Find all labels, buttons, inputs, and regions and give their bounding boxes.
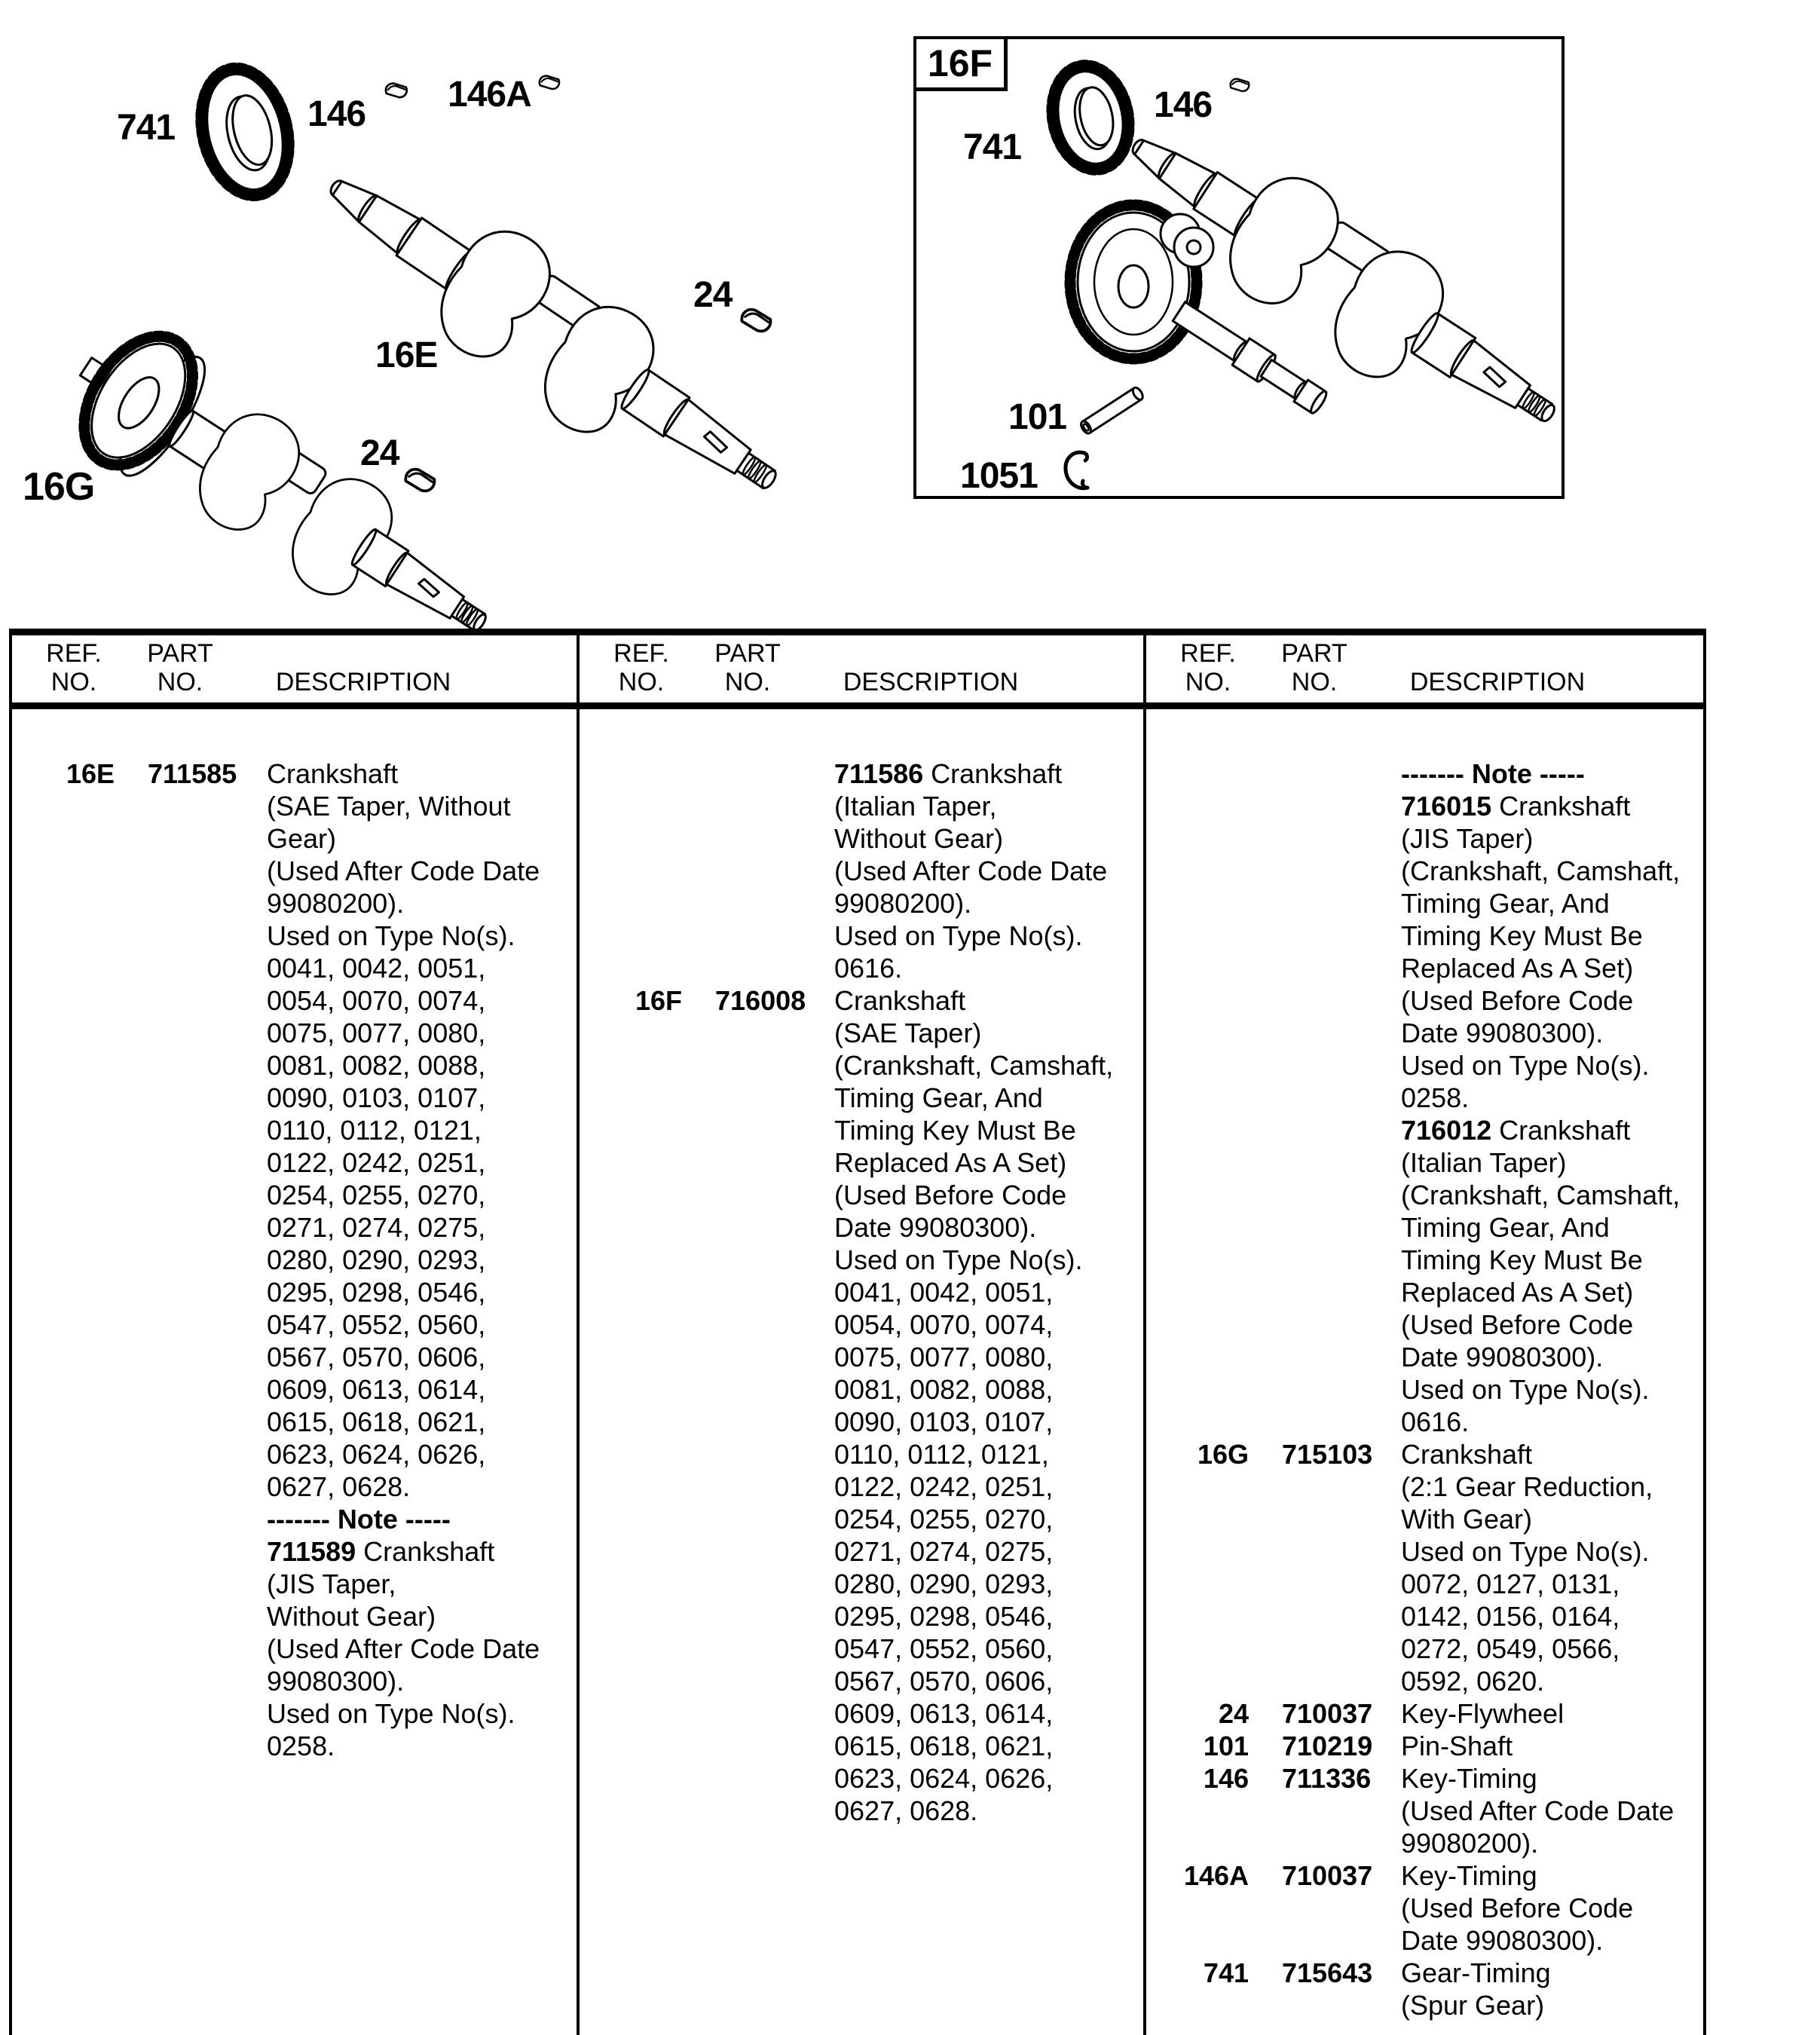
table-row: (Used After Code Date: [834, 855, 1108, 886]
table-top-rule: [9, 629, 1706, 635]
header-part-no: PART NO.: [1281, 639, 1347, 696]
diagram-16f-box: [913, 36, 1565, 499]
table-row: ------- Note -----: [267, 1504, 451, 1535]
table-row: (Italian Taper): [1401, 1147, 1567, 1178]
table-row: 0623, 0624, 0626,: [267, 1439, 486, 1470]
table-row: 0054, 0070, 0074,: [834, 1309, 1054, 1340]
table-row: 716012 Crankshaft: [1401, 1115, 1631, 1146]
table-row: (Used After Code Date: [267, 1633, 540, 1664]
callout-146: 146: [1154, 85, 1213, 125]
table-row: 0615, 0618, 0621,: [267, 1406, 486, 1437]
table-row: 0075, 0077, 0080,: [834, 1342, 1054, 1372]
table-row: ------- Note -----: [1401, 758, 1585, 789]
table-row: 0142, 0156, 0164,: [1401, 1601, 1620, 1632]
table-row: 0271, 0274, 0275,: [267, 1212, 486, 1243]
table-row: (Used After Code Date: [1401, 1795, 1675, 1826]
callout-101: 101: [1008, 397, 1067, 437]
table-row: (Crankshaft, Camshaft,: [1401, 855, 1681, 886]
table-row: Without Gear): [267, 1601, 436, 1632]
table-row: 0258.: [1401, 1082, 1470, 1113]
callout-24-upper: 24: [693, 275, 733, 315]
table-row: 716015 Crankshaft: [1401, 791, 1631, 822]
table-row: 0295, 0298, 0546,: [834, 1601, 1054, 1632]
timing-gear-741-drawing: [1043, 58, 1139, 177]
pin-icon: [1079, 386, 1145, 435]
table-row: Used on Type No(s).: [1401, 1536, 1650, 1567]
table-row: 0072, 0127, 0131,: [1401, 1568, 1620, 1599]
table-row: 16E 711585 Crankshaft: [66, 758, 399, 789]
table-row: 711589 Crankshaft: [267, 1536, 495, 1567]
table-row: 99080200).: [1401, 1828, 1539, 1859]
table-row: 0609, 0613, 0614,: [267, 1374, 486, 1405]
key-icon: [1230, 77, 1250, 93]
timing-gear-741-drawing: [188, 59, 301, 205]
table-row: Date 99080300).: [834, 1212, 1037, 1243]
table-row: (Spur Gear): [1401, 1990, 1545, 2021]
table-row: (Used After Code Date: [267, 855, 540, 886]
table-row: Timing Key Must Be: [834, 1115, 1076, 1146]
table-row: 0280, 0290, 0293,: [834, 1568, 1054, 1599]
crankshaft-16g-drawing: [47, 308, 522, 684]
table-row: With Gear): [1401, 1504, 1533, 1535]
table-row: Used on Type No(s).: [1401, 1050, 1650, 1081]
header-description: DESCRIPTION: [1409, 668, 1586, 696]
table-row: 101 710219 Pin-Shaft: [1203, 1731, 1513, 1761]
table-row: 0254, 0255, 0270,: [834, 1504, 1054, 1535]
table-row: (Used Before Code: [834, 1180, 1067, 1210]
table-row: Without Gear): [834, 823, 1004, 854]
header-part-no: PART NO.: [147, 639, 213, 696]
header-ref-no: REF. NO.: [1180, 639, 1236, 696]
table-column-2: [578, 757, 1142, 1827]
header-ref-no: REF. NO.: [613, 639, 669, 696]
table-row: 146 711336 Key-Timing: [1203, 1763, 1537, 1794]
table-row: 0081, 0082, 0088,: [834, 1374, 1054, 1405]
table-row: 0271, 0274, 0275,: [834, 1536, 1054, 1567]
table-row: Used on Type No(s).: [834, 920, 1083, 951]
table-column-1: [11, 757, 575, 1762]
table-row: Replaced As A Set): [1401, 953, 1634, 984]
table-row: (Italian Taper,: [834, 791, 997, 822]
callout-146: 146: [307, 94, 366, 134]
table-row: (JIS Taper,: [267, 1568, 396, 1599]
table-row: 0122, 0242, 0251,: [834, 1471, 1054, 1502]
table-row: 741 715643 Gear-Timing: [1203, 1957, 1551, 1988]
callout-24-lower: 24: [360, 433, 399, 473]
table-row: 146A 710037 Key-Timing: [1183, 1860, 1537, 1891]
table-row: 16F 716008 Crankshaft: [635, 985, 966, 1016]
table-row: Used on Type No(s).: [267, 920, 515, 951]
table-row: 0272, 0549, 0566,: [1401, 1633, 1620, 1664]
table-row: (Used Before Code: [1401, 1893, 1634, 1923]
table-row: Gear): [267, 823, 337, 854]
table-row: 24 710037 Key-Flywheel: [1218, 1698, 1565, 1729]
key-icon: [405, 468, 436, 491]
header-ref-no: REF. NO.: [46, 639, 102, 696]
table-row: (Crankshaft, Camshaft,: [834, 1050, 1114, 1081]
header-description: DESCRIPTION: [843, 668, 1019, 696]
table-row: Used on Type No(s).: [267, 1698, 515, 1729]
table-row: 0122, 0242, 0251,: [267, 1147, 486, 1178]
table-row: 0258.: [267, 1731, 335, 1761]
callout-16g: 16G: [23, 465, 95, 509]
table-row: Used on Type No(s).: [1401, 1374, 1650, 1405]
table-row: Used on Type No(s).: [834, 1244, 1083, 1275]
table-row: Timing Gear, And: [1401, 888, 1610, 919]
callout-741: 741: [117, 108, 176, 148]
table-row: Replaced As A Set): [1401, 1277, 1634, 1308]
table-row: 0041, 0042, 0051,: [267, 953, 486, 984]
callout-16e: 16E: [375, 335, 438, 375]
table-row: 99080300).: [267, 1666, 405, 1697]
table-row: Date 99080300).: [1401, 1017, 1604, 1048]
table-header-rule: [9, 702, 1706, 709]
table-row: (SAE Taper, Without: [267, 791, 511, 822]
table-row: 0295, 0298, 0546,: [267, 1277, 486, 1308]
table-row: 0547, 0552, 0560,: [834, 1633, 1054, 1664]
table-row: 16G 715103 Crankshaft: [1197, 1439, 1533, 1470]
key-icon: [539, 74, 560, 90]
table-row: 0567, 0570, 0606,: [834, 1666, 1054, 1697]
diagram-16f-box-label: 16F: [916, 39, 1008, 91]
key-icon: [741, 308, 772, 332]
table-row: 0090, 0103, 0107,: [267, 1082, 486, 1113]
table-row: 0627, 0628.: [834, 1795, 978, 1826]
crankshaft-16e-drawing: [294, 131, 809, 540]
table-row: Timing Key Must Be: [1401, 1244, 1643, 1275]
table-row: 99080200).: [834, 888, 972, 919]
table-row: 99080200).: [267, 888, 405, 919]
table-row: Timing Gear, And: [1401, 1212, 1610, 1243]
table-row: (SAE Taper): [834, 1017, 982, 1048]
table-row: 0623, 0624, 0626,: [834, 1763, 1054, 1794]
table-row: 0081, 0082, 0088,: [267, 1050, 486, 1081]
table-row: 0567, 0570, 0606,: [267, 1342, 486, 1372]
callout-1051: 1051: [960, 456, 1038, 496]
table-row: 0110, 0112, 0121,: [834, 1439, 1049, 1470]
header-part-no: PART NO.: [714, 639, 781, 696]
retaining-ring-icon: [1066, 452, 1087, 488]
table-row: 0254, 0255, 0270,: [267, 1180, 486, 1210]
table-row: (Crankshaft, Camshaft,: [1401, 1180, 1681, 1210]
table-row: 0616.: [834, 953, 903, 984]
header-description: DESCRIPTION: [275, 668, 451, 696]
table-row: 0110, 0112, 0121,: [267, 1115, 482, 1146]
table-row: 0592, 0620.: [1401, 1666, 1545, 1697]
table-row: (JIS Taper): [1401, 823, 1534, 854]
table-row: 711586 Crankshaft: [834, 758, 1063, 789]
table-row: 0054, 0070, 0074,: [267, 985, 486, 1016]
table-row: 0627, 0628.: [267, 1471, 411, 1502]
key-icon: [385, 81, 408, 99]
table-row: 0041, 0042, 0051,: [834, 1277, 1054, 1308]
table-row: Date 99080300).: [1401, 1925, 1604, 1956]
table-row: 0280, 0290, 0293,: [267, 1244, 486, 1275]
table-row: Replaced As A Set): [834, 1147, 1067, 1178]
callout-741: 741: [963, 127, 1022, 167]
table-column-3: [1145, 757, 1709, 2021]
table-row: 0609, 0613, 0614,: [834, 1698, 1054, 1729]
table-row: (Used Before Code: [1401, 985, 1634, 1016]
table-row: 0090, 0103, 0107,: [834, 1406, 1054, 1437]
table-row: 0616.: [1401, 1406, 1470, 1437]
table-row: Date 99080300).: [1401, 1342, 1604, 1372]
table-row: 0547, 0552, 0560,: [267, 1309, 486, 1340]
table-row: (2:1 Gear Reduction,: [1401, 1471, 1653, 1502]
table-row: 0075, 0077, 0080,: [267, 1017, 486, 1048]
table-row: (Used Before Code: [1401, 1309, 1634, 1340]
table-row: Timing Key Must Be: [1401, 920, 1643, 951]
callout-146a: 146A: [448, 75, 531, 115]
table-row: Timing Gear, And: [834, 1082, 1043, 1113]
table-row: 0615, 0618, 0621,: [834, 1731, 1054, 1761]
